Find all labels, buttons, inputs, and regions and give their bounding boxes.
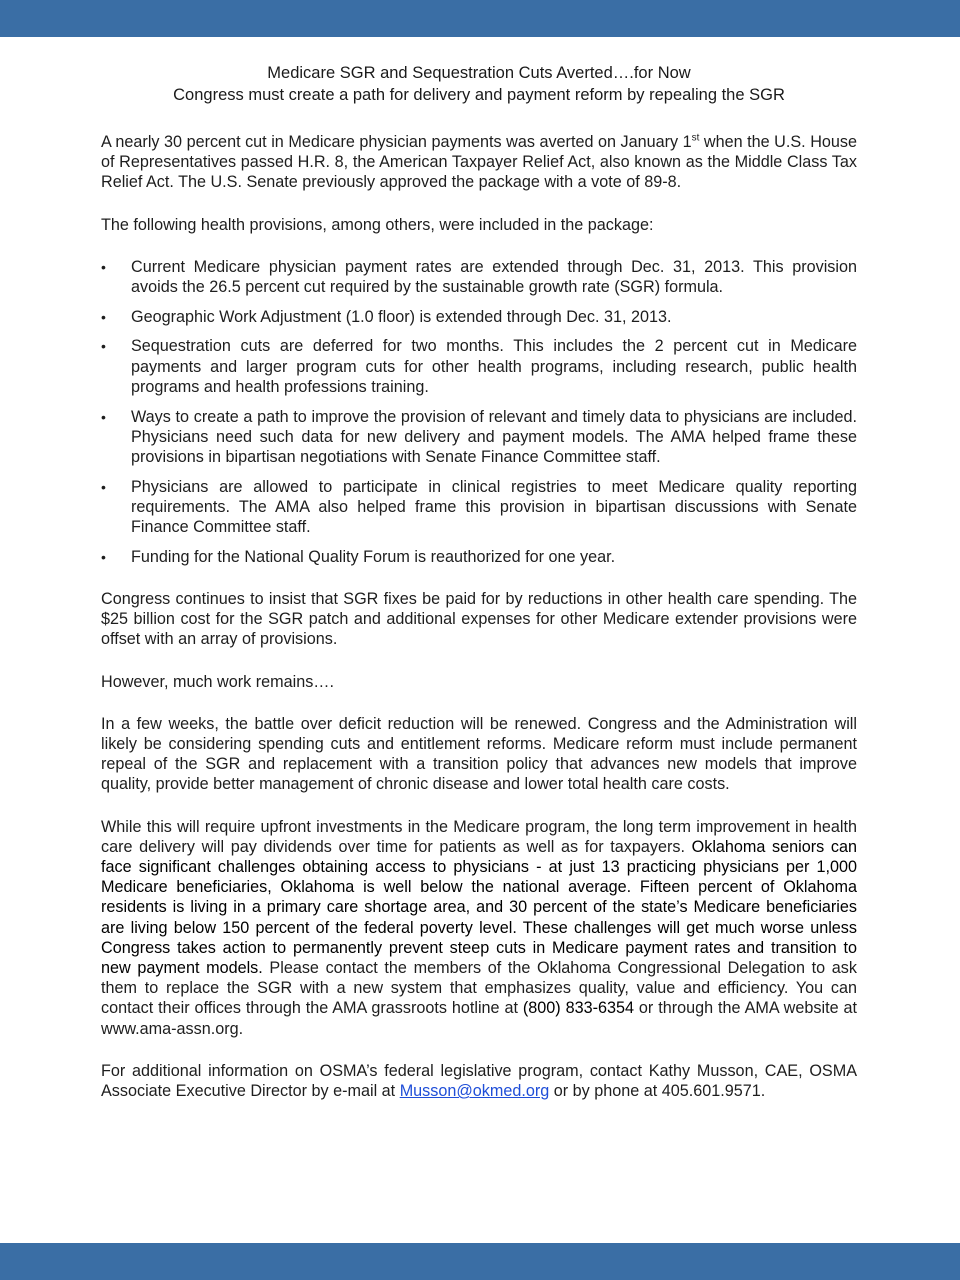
- bottom-banner-bar: [0, 1243, 960, 1280]
- list-item-text: Geographic Work Adjustment (1.0 floor) is extended through Dec. 31, 2013.: [131, 307, 672, 326]
- contact-text-1: For additional information on OSMA’s federal legislative program, contact Kathy Musson, CAE, OSMA Associate Executive Director by e-mail at: [101, 1061, 857, 1101]
- oklahoma-challenges-text: Oklahoma seniors can face significant challenges obtaining access to physicians - at just 13 practicing physicians per 1,000 Medicare beneficiaries, Oklahoma is well below the national average. Fifteen percent of Oklahoma residents is living in a primary care shortage area, and 30 percent of the state’s Medicare beneficiaries are living below 150 percent of the federal poverty level. These challenges will get much worse unless Congress takes action to permanently prevent steep cuts in Medicare payment rates and transition to new payment models.: [101, 837, 857, 977]
- list-item-text: Funding for the National Quality Forum is reauthorized for one year.: [131, 547, 616, 566]
- list-item: [101, 407, 857, 468]
- bullet-icon: •: [101, 408, 106, 425]
- intro-paragraph: [101, 132, 857, 193]
- while-this-text-4: or through the AMA website at www.ama-assn.org.: [101, 999, 857, 1038]
- contact-text-2: or by phone at 405.601.9571.: [549, 1082, 766, 1101]
- list-item-text: Ways to create a path to improve the provision of relevant and timely data to physicians are included. Physicians need such data for new delivery and payment models. The AMA helped frame these provisions in bipartisan negotiations with Senate Finance Committee staff.: [131, 407, 857, 466]
- list-item-text: Sequestration cuts are deferred for two months. This includes the 2 percent cut in Medicare payments and larger program cuts for other health programs, including research, public health programs and health professions training.: [131, 337, 857, 396]
- few-weeks-paragraph: In a few weeks, the battle over deficit reduction will be renewed. Congress and the Administration will likely be considering spending cuts and entitlement reforms. Medicare reform must include permanent repeal of the SGR and replacement with a transition policy that advances new models that improve quality, provide better management of chronic disease and lower total health care costs.: [101, 714, 857, 794]
- provisions-lead: The following health provisions, among others, were included in the package:: [101, 215, 654, 234]
- top-banner-bar: [0, 0, 960, 37]
- congress-paragraph: Congress continues to insist that SGR fixes be paid for by reductions in other health care spending. The $25 billion cost for the SGR patch and additional expenses for other Medicare extender provisions were offset with an array of provisions.: [101, 589, 857, 649]
- list-item: [101, 336, 857, 397]
- title-line-1: Medicare SGR and Sequestration Cuts Averted….for Now: [267, 64, 691, 82]
- bullet-icon: •: [101, 258, 106, 275]
- intro-text-2: when the U.S. House of Representatives passed H.R. 8, the American Taxpayer Relief Act, also known as the Middle Class Tax Relief Act. The U.S. Senate previously approved the package with a vote of 89-8.: [101, 133, 857, 192]
- contact-paragraph: [101, 1061, 857, 1101]
- email-link[interactable]: Musson@okmed.org: [399, 1082, 550, 1101]
- list-item-text: Current Medicare physician payment rates are extended through Dec. 31, 2013. This provision avoids the 26.5 percent cut required by the sustainable growth rate (SGR) formula.: [131, 257, 857, 297]
- section-heading-however: However, much work remains….: [101, 672, 334, 691]
- provisions-list: [101, 257, 857, 567]
- list-item: [101, 547, 857, 567]
- page-title: [101, 62, 857, 106]
- while-this-text-3: Please contact the members of the Oklahoma Congressional Delegation to ask them to replace the SGR with a new system that emphasizes quality, value and efficiency. You can contact their offices through the AMA grassroots hotline at: [101, 959, 857, 1018]
- list-item: [101, 477, 857, 538]
- hotline-phone: (800) 833-6354: [522, 999, 635, 1018]
- intro-superscript: st: [691, 132, 700, 144]
- list-item: [101, 257, 857, 297]
- bullet-icon: •: [101, 308, 106, 325]
- while-this-text-1: While this will require upfront investments in the Medicare program, the long term improvement in health care delivery will pay dividends over time for patients as well as for taxpayers.: [101, 817, 857, 856]
- intro-text-1: A nearly 30 percent cut in Medicare physician payments was averted on January 1: [101, 133, 692, 151]
- bullet-icon: •: [101, 548, 106, 565]
- document-body: [101, 62, 857, 1101]
- list-item: [101, 307, 857, 327]
- list-item-text: Physicians are allowed to participate in clinical registries to meet Medicare quality reporting requirements. The AMA also helped frame this provision in bipartisan discussions with Senate Finance Committee staff.: [131, 477, 857, 537]
- bullet-icon: •: [101, 478, 106, 495]
- bullet-icon: •: [101, 338, 106, 355]
- while-this-paragraph: [101, 817, 857, 1039]
- title-line-2: Congress must create a path for delivery and payment reform by repealing the SGR: [173, 86, 785, 104]
